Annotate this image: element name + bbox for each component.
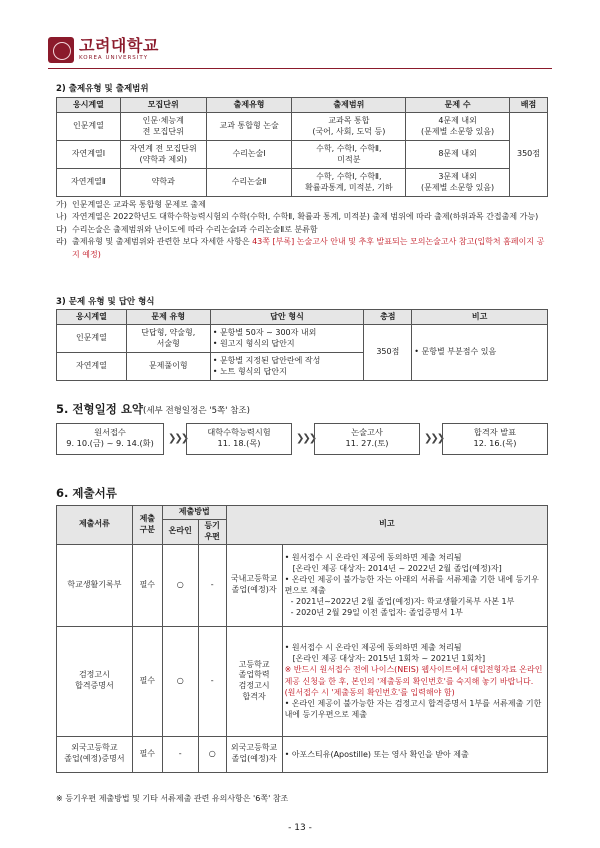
- logo-korean: 고려대학교: [79, 36, 159, 56]
- note-item: 나) 자연계열은 2022학년도 대학수학능력시험의 수학(수학Ⅰ, 수학Ⅱ, 확률과 통계, 미적분) 출제 범위에 따라 출제(하위과목 간접출제 가능): [56, 212, 539, 222]
- cell: 단답형, 약술형, 서술형: [126, 325, 210, 353]
- logo-english: KOREA UNIVERSITY: [79, 55, 149, 62]
- cell: -: [162, 736, 198, 772]
- cell: 수리논술Ⅰ: [206, 141, 292, 169]
- red-highlight: 43쪽 [부록] 논술고사 안내 및 추후 발표되는 모의논술고사 참고(입학처 홈페이지 공지 예정): [72, 237, 545, 259]
- cell: 필수: [132, 736, 162, 772]
- col-header: 비고: [226, 506, 547, 545]
- schedule-flow: [56, 423, 548, 455]
- cell: ○: [198, 736, 226, 772]
- col-header: 모집단위: [120, 98, 206, 113]
- section-6-title: 6. 제출서류: [56, 486, 117, 500]
- table-row: [57, 169, 548, 197]
- col-header: 문제 유형: [126, 310, 210, 325]
- remark-cell: • 문항별 부분점수 있음: [412, 325, 548, 381]
- col-header: 총점: [364, 310, 412, 325]
- remark-line: [온라인 제공 대상자: 2014년 ~ 2022년 2월 졸업(예정)자]: [292, 563, 502, 573]
- col-header: 비고: [412, 310, 548, 325]
- cell: 외국고등학교 졸업(예정)자: [226, 736, 282, 772]
- remark-cell: [282, 544, 547, 626]
- remark-line: • 아포스티유(Apostille) 또는 영사 확인을 받아 제출: [284, 749, 469, 759]
- table-row: [57, 736, 548, 772]
- remark-line: • 원서접수 시 온라인 제공에 동의하면 제출 처리됨: [284, 552, 462, 562]
- cell: 8문제 내외: [406, 141, 510, 169]
- cell: 약학과: [120, 169, 206, 197]
- cell: 학교생활기록부: [57, 544, 133, 626]
- cell: 고등학교 졸업학력 검정고시 합격자: [226, 626, 282, 736]
- cell: 검정고시 합격증명서: [57, 626, 133, 736]
- chevron-right-icon: ❯❯❯: [296, 433, 316, 444]
- cell: ○: [162, 626, 198, 736]
- documents-table: [56, 505, 548, 773]
- col-header: 출제범위: [292, 98, 406, 113]
- remark-cell: [282, 736, 547, 772]
- page-number: - 13 -: [288, 823, 312, 833]
- cell: 필수: [132, 544, 162, 626]
- cell: • 문항별 50자 ~ 300자 내외 • 원고지 형식의 답안지: [210, 325, 364, 353]
- remark-line: ※ 반드시 원서접수 전에 나이스(NEIS) 웹사이트에서 대입전형자료 온라인 제공 신청을 한 후, 본인의 '제출동의 확인번호'를 숙지해 놓기 바랍니다. (원서접수 시 '제출동의 확인번호'를 입력해야 함): [284, 665, 543, 697]
- cell: 수학, 수학Ⅰ, 수학Ⅱ, 확률과통계, 미적분, 기하: [292, 169, 406, 197]
- cell: 4문제 내외 (문제별 소문항 있음): [406, 113, 510, 141]
- remark-cell: [282, 626, 547, 736]
- note-item: 가) 인문계열은 교과목 통합형 문제로 출제: [56, 200, 206, 209]
- cell: 자연계열Ⅰ: [57, 141, 121, 169]
- cell: 교과목 통합 (국어, 사회, 도덕 등): [292, 113, 406, 141]
- remark-line: • 온라인 제공이 불가능한 자는 아래의 서류를 서류제출 기한 내에 등기우편으로 제출: [284, 574, 539, 596]
- col-header: 답안 형식: [210, 310, 364, 325]
- cell: ○: [162, 544, 198, 626]
- cell: • 문항별 지정된 답안란에 작성 • 노트 형식의 답안지: [210, 353, 364, 381]
- note-item: 다) 수리논술은 출제범위와 난이도에 따라 수리논술Ⅰ과 수리논술Ⅱ로 분류함: [56, 224, 318, 234]
- schedule-step: 대학수학능력시험 11. 18.(목): [186, 423, 292, 455]
- cell: 3문제 내외 (문제별 소문항 있음): [406, 169, 510, 197]
- table-row: [57, 113, 548, 141]
- university-logo: [48, 36, 159, 64]
- table-row: [57, 141, 548, 169]
- cell: 외국고등학교 졸업(예정)증명서: [57, 736, 133, 772]
- col-header: 응시계열: [57, 98, 121, 113]
- subsection-3-title: 3) 문제 유형 및 답안 형식: [56, 297, 155, 307]
- remark-line: • 온라인 제공이 불가능한 자는 검정고시 합격증명서 1부를 서류제출 기한 내에 등기우편으로 제출: [284, 698, 542, 720]
- chevron-right-icon: ❯❯❯: [424, 433, 444, 444]
- cell: 수학, 수학Ⅰ, 수학Ⅱ, 미적분: [292, 141, 406, 169]
- col-header: 온라인: [162, 520, 198, 545]
- table-row: [57, 544, 548, 626]
- schedule-step: 논술고사 11. 27.(토): [314, 423, 420, 455]
- cell: 필수: [132, 626, 162, 736]
- col-header: 제출서류: [57, 506, 133, 545]
- cell: 인문계열: [57, 325, 127, 353]
- footnote: ※ 등기우편 제출방법 및 기타 서류제출 관련 유의사항은 '6쪽' 참조: [56, 794, 289, 803]
- col-header: 문제 수: [406, 98, 510, 113]
- col-header: 제출방법: [162, 506, 226, 520]
- cell: 국내고등학교 졸업(예정)자: [226, 544, 282, 626]
- col-header: 제출 구분: [132, 506, 162, 545]
- score-cell: 350점: [510, 113, 548, 197]
- note-item: 라) 출제유형 및 출제범위와 관련한 보다 자세한 사항은 43쪽 [부록] 논술고사 안내 및 추후 발표되는 모의논술고사 참고(입학처 홈페이지 공지 예정): [56, 237, 545, 259]
- table-row: [57, 626, 548, 736]
- chevron-right-icon: ❯❯❯: [168, 433, 188, 444]
- table-row: [57, 325, 548, 353]
- subsection-2-title: 2) 출제유형 및 출제범위: [56, 84, 149, 94]
- cell: 자연계열Ⅱ: [57, 169, 121, 197]
- cell: -: [198, 544, 226, 626]
- exam-notes: [56, 199, 552, 261]
- col-header: 배점: [510, 98, 548, 113]
- answer-format-table: [56, 309, 548, 381]
- col-header: 등기 우편: [198, 520, 226, 545]
- remark-line: - 2021년~2022년 2월 졸업(예정)자: 학교생활기록부 사본 1부: [290, 597, 515, 607]
- remark-line: [온라인 제공 대상자: 2015년 1회차 ~ 2021년 1회차]: [292, 654, 486, 664]
- total-cell: 350점: [364, 325, 412, 381]
- cell: 자연계열: [57, 353, 127, 381]
- university-seal-icon: [48, 37, 74, 63]
- remark-line: - 2020년 2월 29일 이전 졸업자: 졸업증명서 1부: [290, 608, 463, 618]
- cell: 인문계열: [57, 113, 121, 141]
- section-5-title: 5. 전형일정 요약(세부 전형일정은 '5쪽' 참조): [56, 402, 250, 416]
- col-header: 출제유형: [206, 98, 292, 113]
- cell: -: [198, 626, 226, 736]
- cell: 수리논술Ⅱ: [206, 169, 292, 197]
- cell: 문제풀이형: [126, 353, 210, 381]
- col-header: 응시계열: [57, 310, 127, 325]
- schedule-step: 원서접수 9. 10.(금) ~ 9. 14.(화): [56, 423, 164, 455]
- schedule-step: 합격자 발표 12. 16.(목): [442, 423, 548, 455]
- remark-line: • 원서접수 시 온라인 제공에 동의하면 제출 처리됨: [284, 642, 462, 652]
- cell: 교과 통합형 논술: [206, 113, 292, 141]
- exam-type-table: [56, 97, 548, 197]
- header-rule: [48, 68, 552, 69]
- cell: 인문·체능계 전 모집단위: [120, 113, 206, 141]
- cell: 자연계 전 모집단위 (약학과 제외): [120, 141, 206, 169]
